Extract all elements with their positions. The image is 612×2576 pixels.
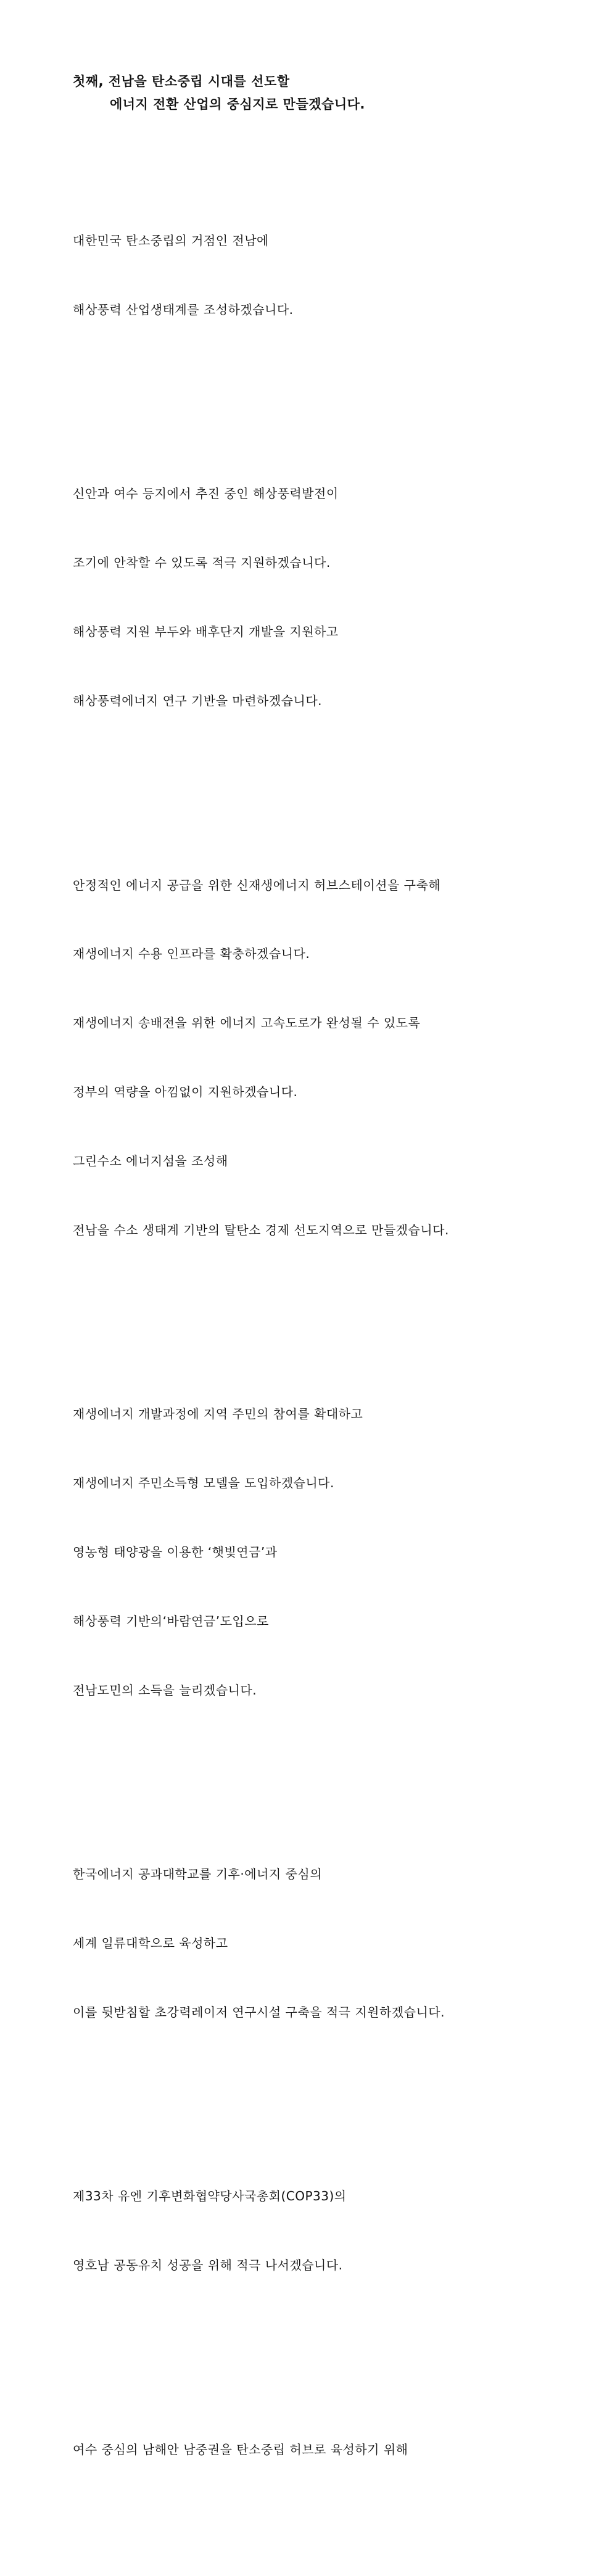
text-line: 조기에 안착할 수 있도록 적극 지원하겠습니다.	[73, 555, 331, 571]
text-line: 정부의 역량을 아낌없이 지원하겠습니다.	[73, 1084, 298, 1100]
heading-line-2: 에너지 전환 산업의 중심지로 만들겠습니다.	[110, 97, 365, 112]
text-line: 제33차 유엔 기후변화협약당사국총회(COP33)의	[73, 2189, 347, 2204]
text-line: 전남도민의 소득을 늘리겠습니다.	[73, 1682, 257, 1698]
text-line: 그린수소 에너지섬을 조성해	[73, 1154, 228, 1169]
heading-line-1: 첫째, 전남을 탄소중립 시대를 선도할	[73, 74, 290, 89]
paragraph-wind-support	[73, 437, 449, 759]
text-line: 전남을 수소 생태계 기반의 탈탄소 경제 선도지역으로 만들겠습니다.	[73, 1222, 449, 1237]
text-line: 해상풍력 지원 부두와 배후단지 개발을 지원하고	[73, 624, 339, 640]
text-line: 재생에너지 수용 인프라를 확충하겠습니다.	[73, 946, 310, 962]
paragraph-university	[73, 1817, 449, 2070]
body-text	[73, 138, 449, 2576]
text-line: 한국에너지 공과대학교를 기후·에너지 중심의	[73, 1867, 323, 1882]
text-line: 대한민국 탄소중립의 거점인 전남에	[73, 233, 269, 249]
text-line: 안정적인 에너지 공급을 위한 신재생에너지 허브스테이션을 구축해	[73, 877, 441, 893]
text-line: 재생에너지 개발과정에 지역 주민의 참여를 확대하고	[73, 1406, 363, 1422]
section-heading	[73, 70, 365, 116]
text-line: 여수 중심의 남해안 남중권을 탄소중립 허브로 육성하기 위해	[73, 2442, 408, 2457]
text-line: 신안과 여수 등지에서 추진 중인 해상풍력발전이	[73, 486, 339, 502]
paragraph-resident-income	[73, 1357, 449, 1748]
paragraph-energy-supply	[73, 828, 449, 1288]
text-line: 해상풍력 기반의‘바람연금’도입으로	[73, 1614, 269, 1629]
text-line: 해상풍력에너지 연구 기반을 마련하겠습니다.	[73, 693, 323, 709]
text-line: 영호남 공동유치 성공을 위해 적극 나서겠습니다.	[73, 2258, 343, 2273]
text-line: 재생에너지 송배전을 위한 에너지 고속도로가 완성될 수 있도록	[73, 1015, 421, 1031]
paragraph-cop33	[73, 2139, 449, 2323]
text-line: 해상풍력 산업생태계를 조성하겠습니다.	[73, 302, 294, 318]
text-line: 재생에너지 주민소득형 모델을 도입하겠습니다.	[73, 1476, 334, 1491]
text-line: 영농형 태양광을 이용한 ‘햇빛연금’과	[73, 1545, 278, 1560]
text-line: 세계 일류대학으로 육성하고	[73, 1936, 228, 1951]
paragraph-southern-coast	[73, 2392, 449, 2507]
text-line: 이를 뒷받침할 초강력레이저 연구시설 구축을 적극 지원하겠습니다.	[73, 2005, 445, 2020]
paragraph-offshore-wind	[73, 184, 449, 368]
